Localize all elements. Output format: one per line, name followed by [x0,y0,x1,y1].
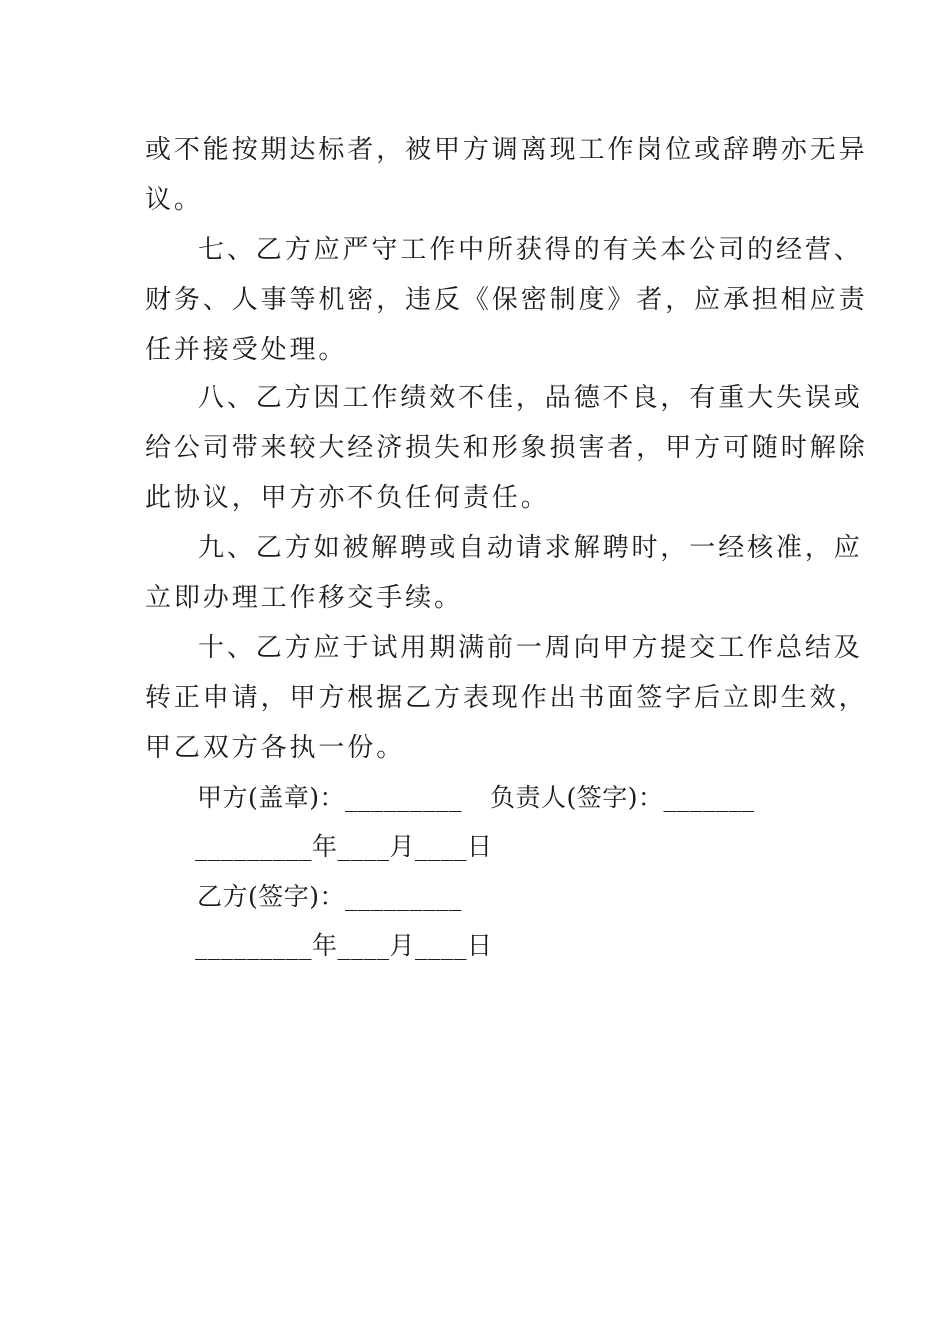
paragraph-line: 九、乙方如被解聘或自动请求解聘时，一经核准，应 [198,533,863,563]
paragraph-line: 财务、人事等机密，违反《保密制度》者，应承担相应责 [145,285,868,315]
responsible-signature-line: 负责人(签字)：_______ [490,783,755,812]
paragraph-line: 十、乙方应于试用期满前一周向甲方提交工作总结及 [198,633,863,663]
paragraph-line: 七、乙方应严守工作中所获得的有关本公司的经营、 [198,235,863,265]
date-line-1: _________年____月____日 [195,832,493,861]
party-b-signature-line: 乙方(签字)：_________ [197,882,463,911]
paragraph-line: 议。 [145,185,203,215]
paragraph-line: 甲乙双方各执一份。 [145,733,406,763]
paragraph-line: 立即办理工作移交手续。 [145,583,463,613]
paragraph-line: 给公司带来较大经济损失和形象损害者，甲方可随时解除 [145,433,868,463]
paragraph-line: 转正申请，甲方根据乙方表现作出书面签字后立即生效， [145,683,868,713]
paragraph-line: 或不能按期达标者，被甲方调离现工作岗位或辞聘亦无异 [145,135,868,165]
paragraph-line: 此协议，甲方亦不负任何责任。 [145,483,550,513]
paragraph-line: 任并接受处理。 [145,335,348,365]
date-line-2: _________年____月____日 [195,931,493,960]
paragraph-line: 八、乙方因工作绩效不佳，品德不良，有重大失误或 [198,383,863,413]
party-a-seal-line: 甲方(盖章)：_________ [197,783,463,812]
